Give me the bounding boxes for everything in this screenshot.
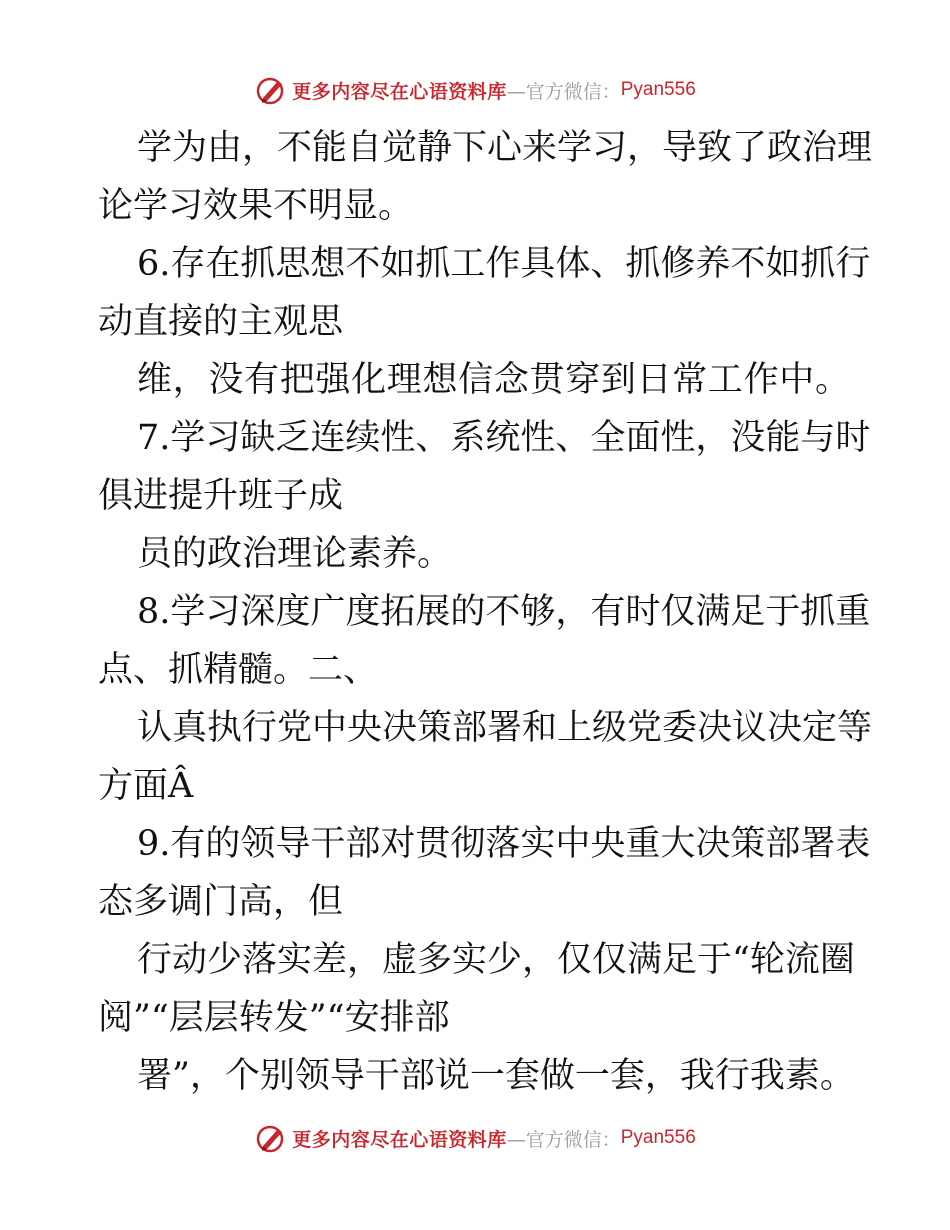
text-line: 维，没有把强化理想信念贯穿到日常工作中。 (137, 360, 850, 400)
text-line: 6.存在抓思想不如抓工作具体、抓修养不如抓行 (137, 244, 871, 284)
text-line: 方面Â (98, 766, 194, 806)
text-line: 学为由，不能自觉静下心来学习，导致了政治理 (137, 128, 873, 168)
pen-logo-icon (254, 1121, 288, 1155)
text-line: 态多调门高，但 (98, 882, 344, 922)
text-line: 行动少落实差，虚多实少，仅仅满足于“轮流圈 (137, 940, 855, 980)
banner-separator-text: —官方微信： (506, 1128, 621, 1151)
text-line: 署”，个别领导干部说一套做一套，我行我素。 (137, 1056, 855, 1096)
text-line: 9.有的领导干部对贯彻落实中央重大决策部署表 (137, 824, 871, 864)
text-line: 认真执行党中央决策部署和上级党委决议决定等 (137, 708, 873, 748)
banner-separator-text: —官方微信： (506, 80, 621, 103)
banner-wechat-id: Pyan556 (620, 79, 696, 100)
banner-brand-text: 更多内容尽在心语资料库 (292, 80, 507, 103)
text-line: 俱进提升班子成 (98, 476, 344, 516)
text-line: 论学习效果不明显。 (98, 186, 414, 226)
pen-logo-icon (254, 73, 288, 107)
footer-banner (0, 1118, 950, 1158)
banner-brand-text: 更多内容尽在心语资料库 (292, 1128, 507, 1151)
text-line: 动直接的主观思 (98, 302, 344, 342)
text-line: 阅”“层层转发”“安排部 (98, 998, 450, 1038)
text-line: 7.学习缺乏连续性、系统性、全面性，没能与时 (137, 418, 871, 458)
header-banner (0, 70, 950, 110)
text-line: 点、抓精髓。二、 (98, 650, 379, 690)
banner-wechat-id: Pyan556 (620, 1127, 696, 1148)
text-line: 8.学习深度广度拓展的不够，有时仅满足于抓重 (137, 592, 871, 632)
text-line: 员的政治理论素养。 (137, 534, 453, 574)
